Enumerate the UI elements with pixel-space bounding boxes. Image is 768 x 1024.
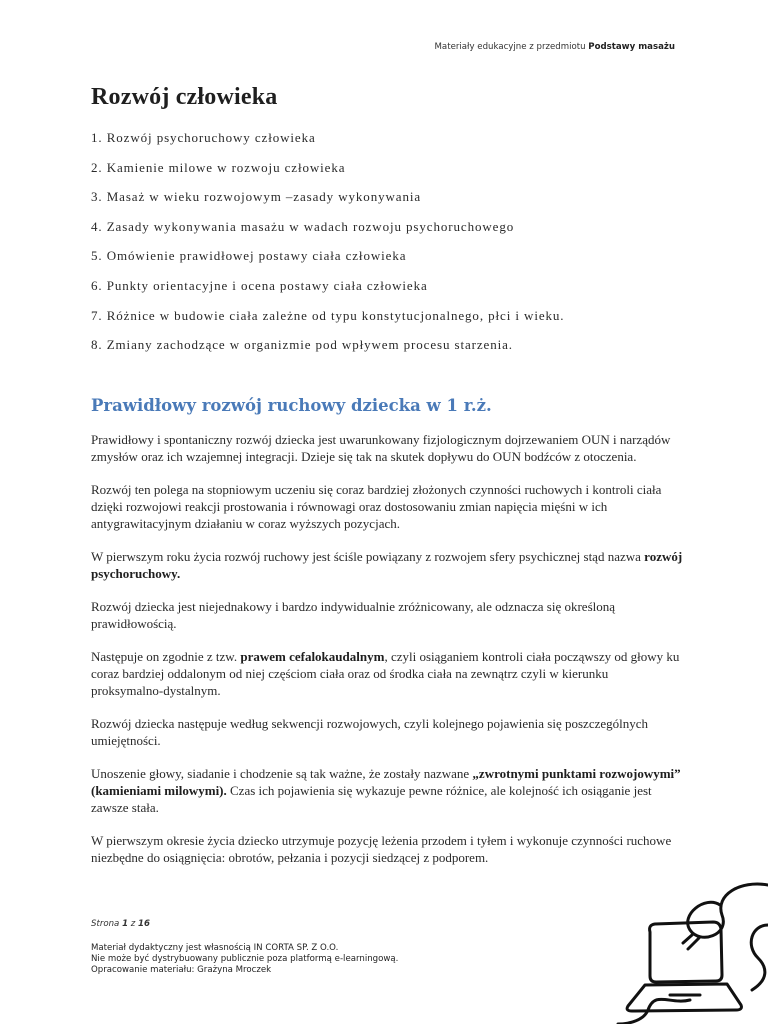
toc-item: 7. Różnice w budowie ciała zależne od typu konstytucjonalnego, płci i wieku.	[91, 307, 565, 323]
section-body	[91, 431, 683, 882]
paragraph-text: W pierwszym roku życia rozwój ruchowy jest ściśle powiązany z rozwojem sfery psychicznej stąd nazwa	[91, 549, 641, 564]
laptop-icon	[627, 922, 741, 1011]
paragraph-text: , czyli osiąganiem kontroli ciała począwszy od głowy ku coraz bardziej oddalonym od niej częściom ciała oraz od środka ciała na zewnątrz czyli w kierunku proksymalno-dystalnym.	[91, 649, 680, 698]
footer	[91, 943, 398, 976]
page-separator: z	[130, 919, 136, 929]
paragraph: Rozwój dziecka następuje według sekwencji rozwojowych, czyli kolejnego pojawienia się poszczególnych umiejętności.	[91, 716, 649, 748]
laptop-base	[627, 984, 741, 1011]
toc-item: 2. Kamienie milowe w rozwoju człowieka	[91, 159, 346, 175]
running-header	[435, 42, 675, 52]
footer-author: Opracowanie materiału: Grażyna Mroczek	[91, 965, 272, 975]
laptop-screen	[650, 922, 722, 982]
table-of-contents	[91, 130, 564, 367]
toc-item: 8. Zmiany zachodzące w organizmie pod wpływem procesu starzenia.	[91, 337, 513, 353]
page-label: Strona	[91, 919, 120, 929]
footer-distribution-note: Nie może być dystrybuowany publicznie poza platformą e-learningową.	[91, 954, 399, 964]
document-title: Rozwój człowieka	[91, 84, 278, 110]
toc-item: 4. Zasady wykonywania masażu w wadach rozwoju psychoruchowego	[91, 218, 515, 234]
paragraph-bold-term: rozwój psychoruchowy.	[91, 549, 683, 581]
toc-item: 5. Omówienie prawidłowej postawy ciała człowieka	[91, 248, 407, 264]
page-total: 16	[138, 919, 151, 929]
page-number	[91, 919, 150, 929]
toc-item: 3. Masaż w wieku rozwojowym –zasady wykonywania	[91, 189, 422, 205]
paragraph-text: Unoszenie głowy, siadanie i chodzenie są tak ważne, że zostały nazwane	[91, 766, 470, 781]
paragraph-bold-term: „zwrotnymi punktami rozwojowymi” (kamieniami milowymi).	[91, 766, 681, 798]
toc-item: 6. Punkty orientacyjne i ocena postawy ciała człowieka	[91, 277, 428, 293]
paragraph: Rozwój dziecka jest niejednakowy i bardzo indywidualnie zróżnicowany, ale odznacza się określoną prawidłowością.	[91, 599, 616, 631]
paragraph-text: Następuje on zgodnie z tzw.	[91, 649, 238, 664]
footer-ownership: Materiał dydaktyczny jest własnością IN CORTA SP. Z O.O.	[91, 943, 339, 953]
paragraph	[91, 548, 683, 582]
paragraph: Prawidłowy i spontaniczny rozwój dziecka jest uwarunkowany fizjologicznym dojrzewaniem OUN i narządów zmysłów oraz ich wzajemnej integracji. Dzieje się tak na skutek dopływu do OUN bodźców z otoczenia.	[91, 432, 671, 464]
toc-item: 1. Rozwój psychoruchowy człowieka	[91, 130, 316, 145]
paragraph-bold-term: prawem cefalokaudalnym	[240, 649, 385, 664]
paragraph-text: Czas ich pojawienia się wykazuje pewne różnice, ale kolejność ich osiąganie jest zawsze stała.	[91, 783, 652, 815]
paragraph: Rozwój ten polega na stopniowym uczeniu się coraz bardziej złożonych czynności ruchowych i kontroli ciała dzięki rozwojowi reakcji prostowania i równowagi oraz dostosowaniu zmian napięcia mięśni w ich antygrawitacyjnym działaniu w coraz wyższych pozycjach.	[91, 482, 662, 531]
header-prefix: Materiały edukacyjne z przedmiotu	[434, 42, 586, 52]
decorative-wave-line	[688, 884, 768, 937]
paragraph	[91, 648, 683, 699]
header-subject: Podstawy masażu	[588, 42, 675, 52]
paragraph	[91, 765, 683, 816]
decorative-wave-line	[751, 925, 768, 990]
decorative-wave-line	[618, 999, 690, 1024]
section-heading: Prawidłowy rozwój ruchowy dziecka w 1 r.ż.	[91, 396, 492, 415]
page-current: 1	[122, 919, 129, 929]
paragraph: W pierwszym okresie życia dziecko utrzymuje pozycję leżenia przodem i tyłem i wykonuje czynności ruchowe niezbędne do osiągnięcia: obrotów, pełzania i pozycji siedzącej z podporem.	[91, 833, 672, 865]
laptop-screen-glare	[683, 935, 699, 949]
